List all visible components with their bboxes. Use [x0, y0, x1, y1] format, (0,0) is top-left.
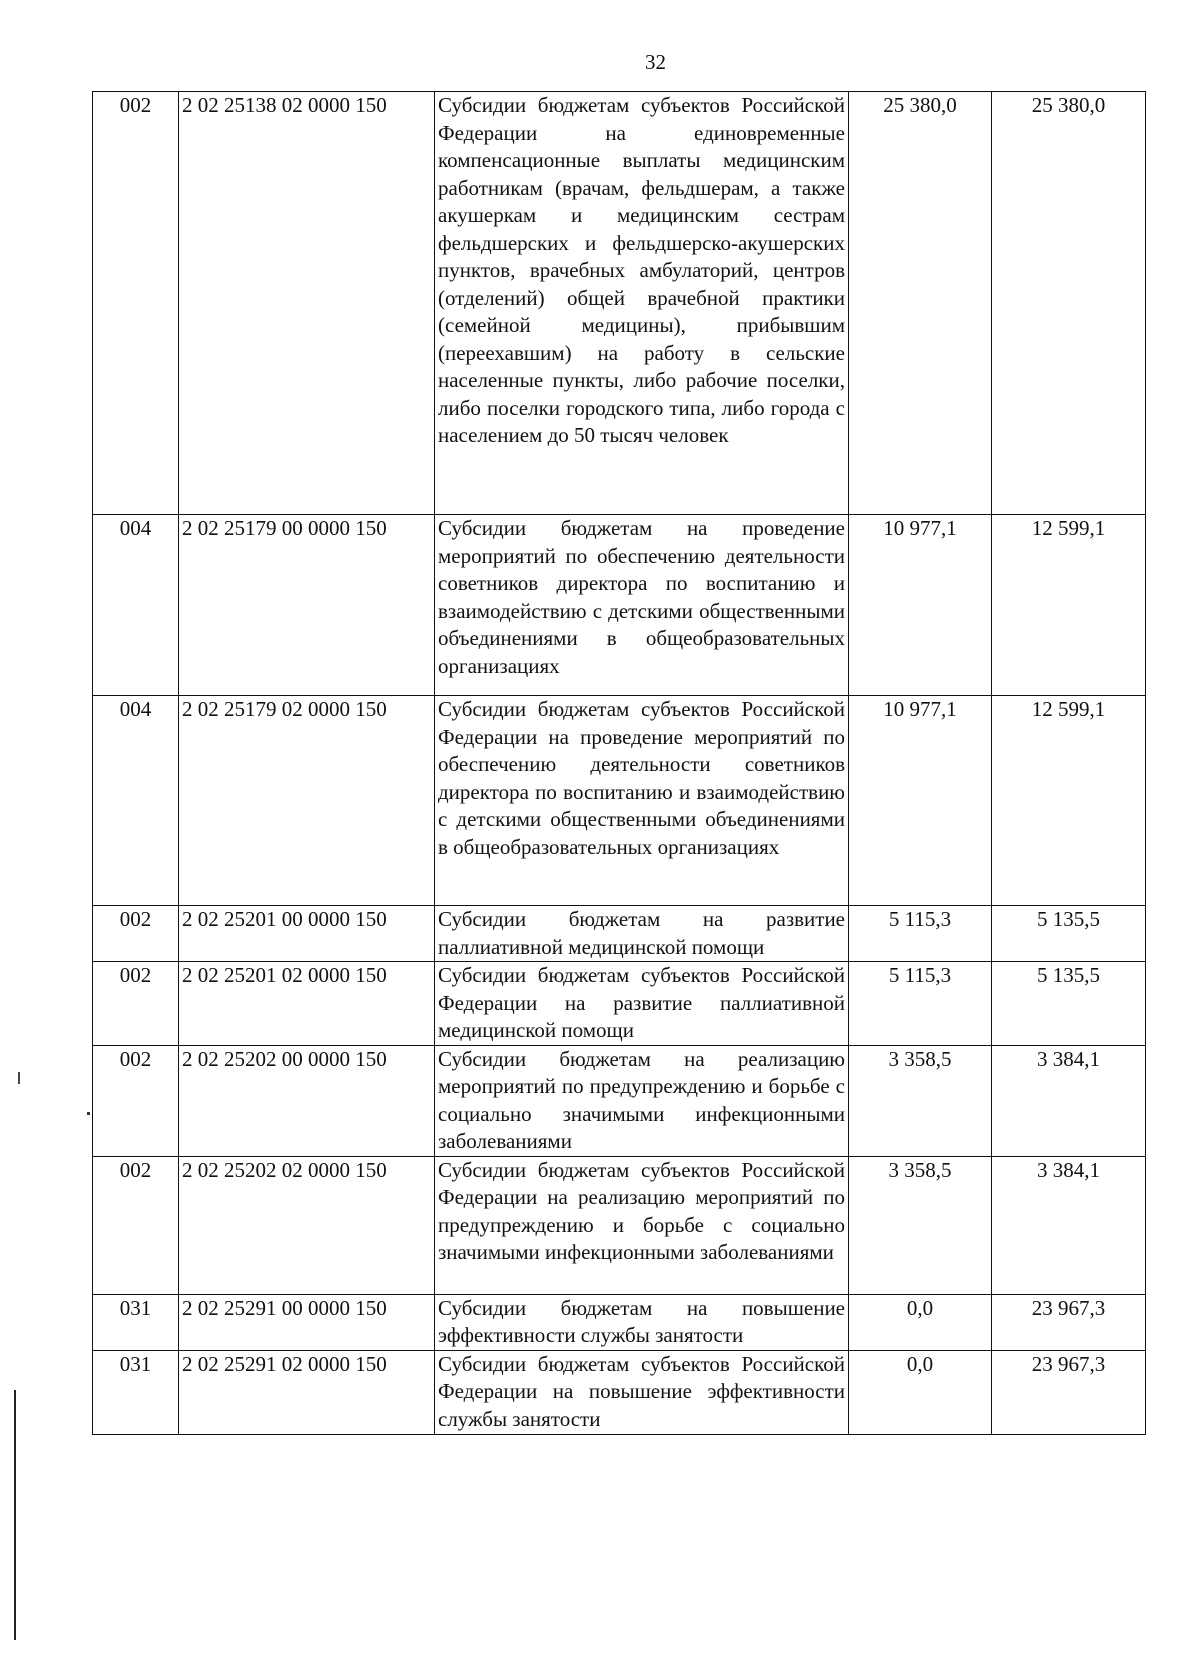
value-year1-cell: 10 977,1: [849, 515, 992, 696]
table-row: [93, 906, 1146, 962]
value-year1-cell: 10 977,1: [849, 696, 992, 906]
admin-code-cell: 002: [93, 962, 179, 1046]
scan-edge-mark: [14, 1390, 16, 1640]
table-row: [93, 515, 1146, 696]
table-row: [93, 1350, 1146, 1434]
value-year2-cell: 5 135,5: [992, 962, 1146, 1046]
admin-code-cell: 031: [93, 1350, 179, 1434]
table-row: [93, 962, 1146, 1046]
table-row: [93, 1156, 1146, 1294]
value-year2-cell: 12 599,1: [992, 515, 1146, 696]
value-year2-cell: 23 967,3: [992, 1294, 1146, 1350]
scan-dot-mark: [87, 1112, 90, 1115]
value-year2-cell: 23 967,3: [992, 1350, 1146, 1434]
table-row: [93, 92, 1146, 515]
admin-code-cell: 004: [93, 515, 179, 696]
page-number: 32: [645, 50, 666, 74]
scan-tick-mark: [18, 1072, 20, 1084]
budget-code-cell: 2 02 25138 02 0000 150: [179, 92, 435, 515]
admin-code-cell: 002: [93, 1045, 179, 1156]
admin-code-cell: 002: [93, 1156, 179, 1294]
income-name-cell: Субсидии бюджетам на проведение мероприятий по обеспечению деятельности советников директора по воспитанию и взаимодействию с детскими общественными объединениями в общеобразовательных организациях: [435, 515, 849, 696]
admin-code-cell: 004: [93, 696, 179, 906]
value-year1-cell: 25 380,0: [849, 92, 992, 515]
budget-code-cell: 2 02 25201 00 0000 150: [179, 906, 435, 962]
income-name-cell: Субсидии бюджетам субъектов Российской Федерации на реализацию мероприятий по предупреждению и борьбе с социально значимыми инфекционными заболеваниями: [435, 1156, 849, 1294]
admin-code-cell: 031: [93, 1294, 179, 1350]
budget-code-cell: 2 02 25179 02 0000 150: [179, 696, 435, 906]
income-name-cell: Субсидии бюджетам на повышение эффективности службы занятости: [435, 1294, 849, 1350]
table-row: [93, 1294, 1146, 1350]
income-name-cell: Субсидии бюджетам на реализацию мероприятий по предупреждению и борьбе с социально значимыми инфекционными заболеваниями: [435, 1045, 849, 1156]
income-name-cell: Субсидии бюджетам субъектов Российской Федерации на повышение эффективности службы занятости: [435, 1350, 849, 1434]
value-year2-cell: 25 380,0: [992, 92, 1146, 515]
budget-code-cell: 2 02 25179 00 0000 150: [179, 515, 435, 696]
value-year1-cell: 5 115,3: [849, 962, 992, 1046]
admin-code-cell: 002: [93, 906, 179, 962]
value-year2-cell: 12 599,1: [992, 696, 1146, 906]
budget-code-cell: 2 02 25202 02 0000 150: [179, 1156, 435, 1294]
income-name-cell: Субсидии бюджетам субъектов Российской Федерации на проведение мероприятий по обеспечению деятельности советников директора по воспитанию и взаимодействию с детскими общественными объединениями в общеобразовательных организациях: [435, 696, 849, 906]
value-year1-cell: 0,0: [849, 1350, 992, 1434]
value-year2-cell: 3 384,1: [992, 1045, 1146, 1156]
budget-code-cell: 2 02 25201 02 0000 150: [179, 962, 435, 1046]
table-row: [93, 1045, 1146, 1156]
value-year2-cell: 3 384,1: [992, 1156, 1146, 1294]
table-row: [93, 696, 1146, 906]
budget-revenue-table: [92, 91, 1146, 1435]
income-name-cell: Субсидии бюджетам на развитие паллиативной медицинской помощи: [435, 906, 849, 962]
budget-code-cell: 2 02 25202 00 0000 150: [179, 1045, 435, 1156]
budget-code-cell: 2 02 25291 02 0000 150: [179, 1350, 435, 1434]
income-name-cell: Субсидии бюджетам субъектов Российской Федерации на единовременные компенсационные выплаты медицинским работникам (врачам, фельдшерам, а также акушеркам и медицинским сестрам фельдшерских и фельдшерско-акушерских пунктов, врачебных амбулаторий, центров (отделений) общей врачебной практики (семейной медицины), прибывшим (переехавшим) на работу в сельские населенные пункты, либо рабочие поселки, либо поселки городского типа, либо города с населением до 50 тысяч человек: [435, 92, 849, 515]
income-name-cell: Субсидии бюджетам субъектов Российской Федерации на развитие паллиативной медицинской помощи: [435, 962, 849, 1046]
value-year1-cell: 3 358,5: [849, 1156, 992, 1294]
value-year1-cell: 5 115,3: [849, 906, 992, 962]
value-year1-cell: 3 358,5: [849, 1045, 992, 1156]
value-year2-cell: 5 135,5: [992, 906, 1146, 962]
admin-code-cell: 002: [93, 92, 179, 515]
value-year1-cell: 0,0: [849, 1294, 992, 1350]
budget-code-cell: 2 02 25291 00 0000 150: [179, 1294, 435, 1350]
